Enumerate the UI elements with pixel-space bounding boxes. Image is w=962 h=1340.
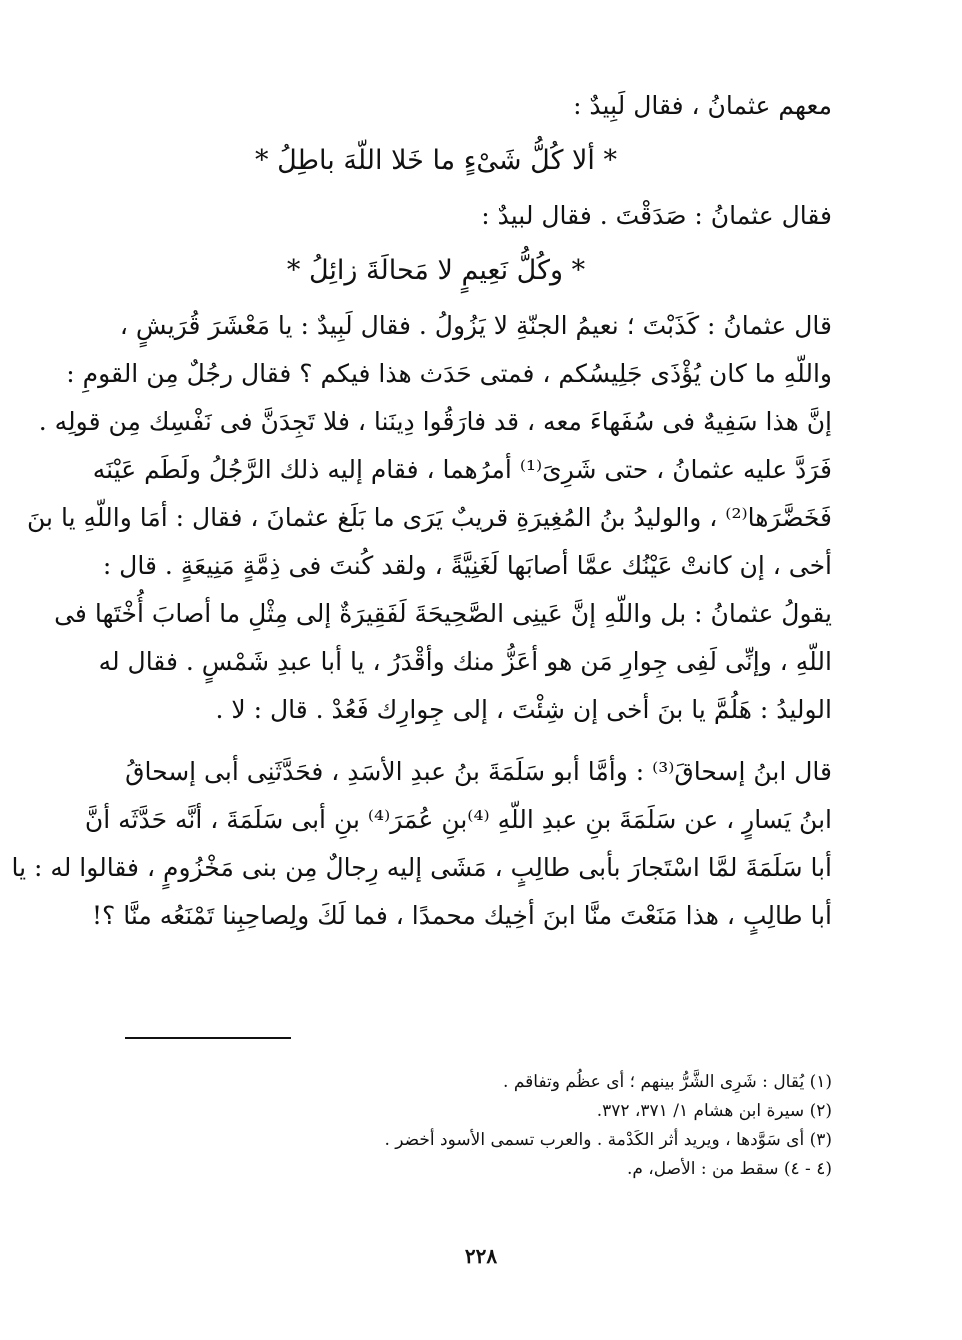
paragraph-1 xyxy=(27,302,832,734)
footnote-3: (٣) أى سَوَّدها ، ويريد أثر الكَدْمة . والعرب تسمى الأسود أخضر . xyxy=(384,1130,832,1150)
text-line: اللّهِ ، وإنِّى لَفِى جِوارِ مَن هو أعَزُّ منك وأقْدَرُ ، يا أبا عبدِ شَمْسٍ . فقال له xyxy=(98,647,832,676)
text-line: إنَّ هذا سَفِيهٌ فى سُفَهاءَ معه ، قد فارَقُوا دِينَنا ، فلا تَجِدَنَّ فى نَفْسِك مِن قولِه . xyxy=(38,407,832,436)
text-line: قال ابنُ إسحاقَ⁽³⁾ : وأمَّا أبو سَلَمَةَ بنُ عبدِ الأسَدِ ، فحَدَّثَنِى أبى إسحاقُ xyxy=(125,757,832,786)
text-line: قال عثمانُ : كَذَبْتَ ؛ نعيمُ الجنّةِ لا يَزُولُ . فقال لَبِيدٌ : يا مَعْشَرَ قُرَيشٍ ، xyxy=(119,311,832,340)
text-line: أبا طالِبٍ ، هذا مَنَعْتَ منَّا ابنَ أخِيك محمدًا ، فما لَكَ ولِصاحِبِنا تَمْنَعُه منَّا ؟! xyxy=(91,901,832,930)
text-line: يقولُ عثمانُ : بل واللّهِ إنَّ عَينِى الصَّحِيحَةَ لَفَقِيرَةٌ إلى مِثْلِ ما أصابَ أُخْتَها فى xyxy=(54,599,832,628)
main-text xyxy=(11,82,832,940)
page-number: ٢٢٨ xyxy=(464,1244,498,1268)
footnote-divider xyxy=(125,1037,291,1039)
verse-line-2: * وكُلُّ نَعِيمٍ لا مَحالَةَ زائِلُ * xyxy=(286,255,586,286)
text-line: فَرَدَّ عليه عثمانُ ، حتى شَرِىَ⁽¹⁾ أمرُهما ، فقام إليه ذلك الرَّجُلُ ولَطَم عَيْنَه xyxy=(92,455,832,484)
footnote-4: (٤ - ٤) سقط من : الأصل، م. xyxy=(626,1159,832,1179)
intro-line: معهم عثمانُ ، فقال لَبِيدٌ : xyxy=(573,91,832,120)
paragraph-2 xyxy=(11,748,832,940)
footnote-1: (١) يُقال : شَرِى الشَّرُّ بينهم ؛ أى عظُم وتفاقم . xyxy=(503,1072,832,1092)
footnotes xyxy=(130,1068,832,1184)
text-line: أخى ، إن كانتْ عَيْنُك عمَّا أصابَها لَغَنِيَّةً ، ولقد كُنتَ فى ذِمَّةٍ مَنِيعَةٍ . قال : xyxy=(102,551,832,580)
text-line: واللّهِ ما كان يُؤْذَى جَلِيسُكم ، فمتى حَدَث هذا فيكم ؟ فقال رجُلٌ مِن القومِ : xyxy=(66,359,832,388)
text-line: ابنُ يَسارٍ ، عن سَلَمَةَ بنِ عبدِ اللّهِ ⁽⁴⁾بنِ عُمَرَ⁽⁴⁾ بنِ أبى سَلَمَةَ ، أنَّه حَدَّثَه أنَّ xyxy=(84,805,832,834)
footnote-2: (٢) سيرة ابن هشام ١/ ٣٧١، ٣٧٢. xyxy=(596,1101,832,1121)
verse-line-1: * ألا كُلُّ شَىْءٍ ما خَلا اللّهَ باطِلُ * xyxy=(255,145,617,176)
text-line: فَخَضَّرَها⁽²⁾ ، والوليدُ بنُ المُغِيرَةِ قريبٌ يَرَى ما بَلَغ عثمانَ ، فقال : أمَا واللّهِ يا بنَ xyxy=(27,503,832,532)
text-line: الوليدُ : هَلُمَّ يا بنَ أخى إن شِئْتَ ، إلى جِوارِك فَعُدْ . قال : لا . xyxy=(215,695,832,724)
text-line: أبا سَلَمَةَ لمَّا اسْتَجارَ بأبى طالِبٍ ، مَشَى إليه رِجالٌ مِن بنى مَخْزُومٍ ، فقالوا له : يا xyxy=(11,853,832,882)
reply-line: فقال عثمانُ : صَدَقْتَ . فقال لبيدٌ : xyxy=(481,201,832,230)
